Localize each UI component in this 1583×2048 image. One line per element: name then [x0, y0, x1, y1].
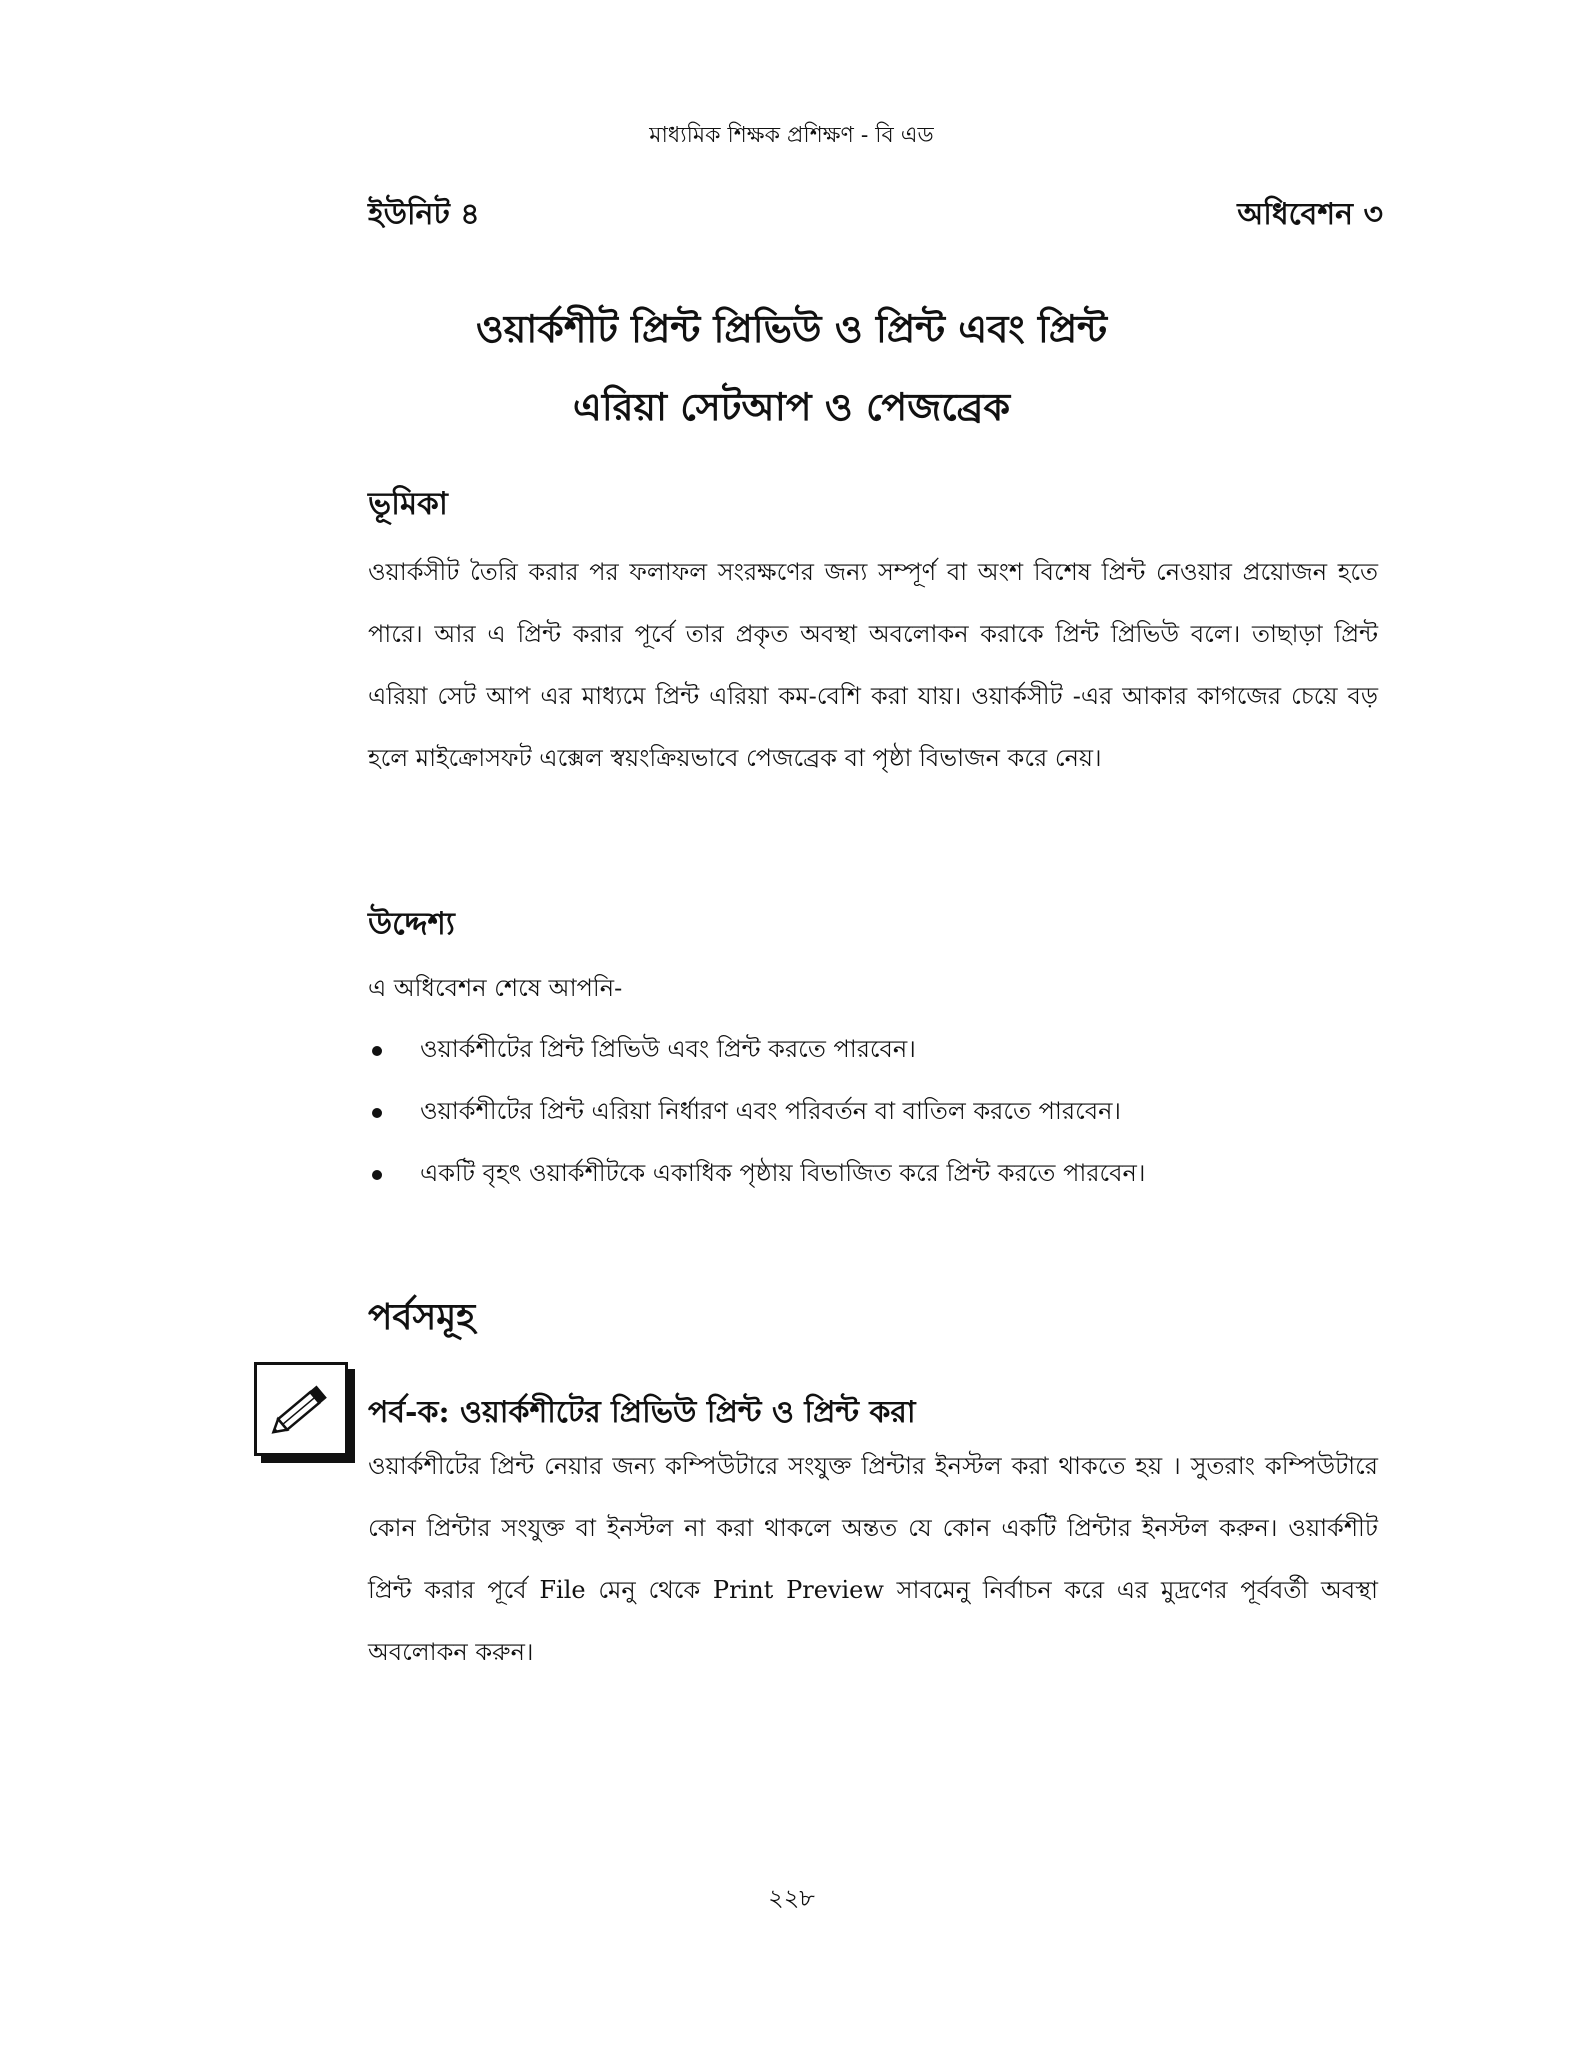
list-item [368, 1020, 1145, 1082]
objectives-intro: এ অধিবেশন শেষে আপনি- [368, 974, 623, 1002]
title-line-2: এরিয়া সেটআপ ও পেজব্রেক [572, 384, 1011, 429]
title-line-1: ওয়ার্কশীট প্রিন্ট প্রিভিউ ও প্রিন্ট এবং প্রিন্ট [475, 306, 1108, 351]
introduction-heading: ভূমিকা [368, 486, 448, 522]
part-a-heading: পর্ব-ক: ওয়ার্কশীটের প্রিভিউ প্রিন্ট ও প্রিন্ট করা [368, 1395, 916, 1430]
part-a-text: ওয়ার্কশীটের প্রিন্ট নেয়ার জন্য কম্পিউটারে সংযুক্ত প্রিন্টার ইনস্টল করা থাকতে হয় । সুতরাং কম্পিউটারে কোন প্রিন্টার সংযুক্ত বা ইনস্টল না করা থাকলে অন্তত যে কোন একটি প্রিন্টার ইনস্টল করুন। ওয়ার্কশীট প্রিন্ট করার পূর্বে File মেনু থেকে Print Preview সাবমেনু নির্বাচন করে এর মুদ্রণের পূর্ববর্তী অবস্থা অবলোকন করুন। [368, 1452, 1378, 1666]
objectives-heading: উদ্দেশ্য [368, 906, 455, 942]
list-item [368, 1082, 1145, 1144]
objective-text: ওয়ার্কশীটের প্রিন্ট এরিয়া নির্ধারণ এবং পরিবর্তন বা বাতিল করতে পারবেন। [420, 1097, 1121, 1125]
objective-text: একটি বৃহৎ ওয়ার্কশীটকে একাধিক পৃষ্ঠায় বিভাজিত করে প্রিন্ট করতে পারবেন। [420, 1159, 1146, 1187]
pencil-icon [254, 1362, 348, 1456]
session-label: অধিবেশন ৩ [1237, 197, 1383, 232]
objective-text: ওয়ার্কশীটের প্রিন্ট প্রিভিউ এবং প্রিন্ট করতে পারবেন। [420, 1035, 916, 1063]
parts-heading: পর্বসমূহ [368, 1296, 476, 1338]
introduction-text: ওয়ার্কসীট তৈরি করার পর ফলাফল সংরক্ষণের জন্য সম্পূর্ণ বা অংশ বিশেষ প্রিন্ট নেওয়ার প্রয়োজন হতে পারে। আর এ প্রিন্ট করার পূর্বে তার প্রকৃত অবস্থা অবলোকন করাকে প্রিন্ট প্রিভিউ বলে। তাছাড়া প্রিন্ট এরিয়া সেট আপ এর মাধ্যমে প্রিন্ট এরিয়া কম-বেশি করা যায়। ওয়ার্কসীট -এর আকার কাগজের চেয়ে বড় হলে মাইক্রোসফট এক্সেল স্বয়ংক্রিয়ভাবে পেজব্রেক বা পৃষ্ঠা বিভাজন করে নেয়। [368, 558, 1378, 772]
page-title [0, 290, 1583, 446]
objectives-list [368, 1020, 1145, 1206]
bullet-icon [372, 1046, 382, 1056]
bullet-icon [372, 1108, 382, 1118]
list-item [368, 1144, 1145, 1206]
unit-label: ইউনিট ৪ [368, 197, 480, 232]
page-number: ২২৮ [768, 1884, 815, 1912]
bullet-icon [372, 1170, 382, 1180]
running-header: মাধ্যমিক শিক্ষক প্রশিক্ষণ - বি এড [649, 123, 934, 148]
